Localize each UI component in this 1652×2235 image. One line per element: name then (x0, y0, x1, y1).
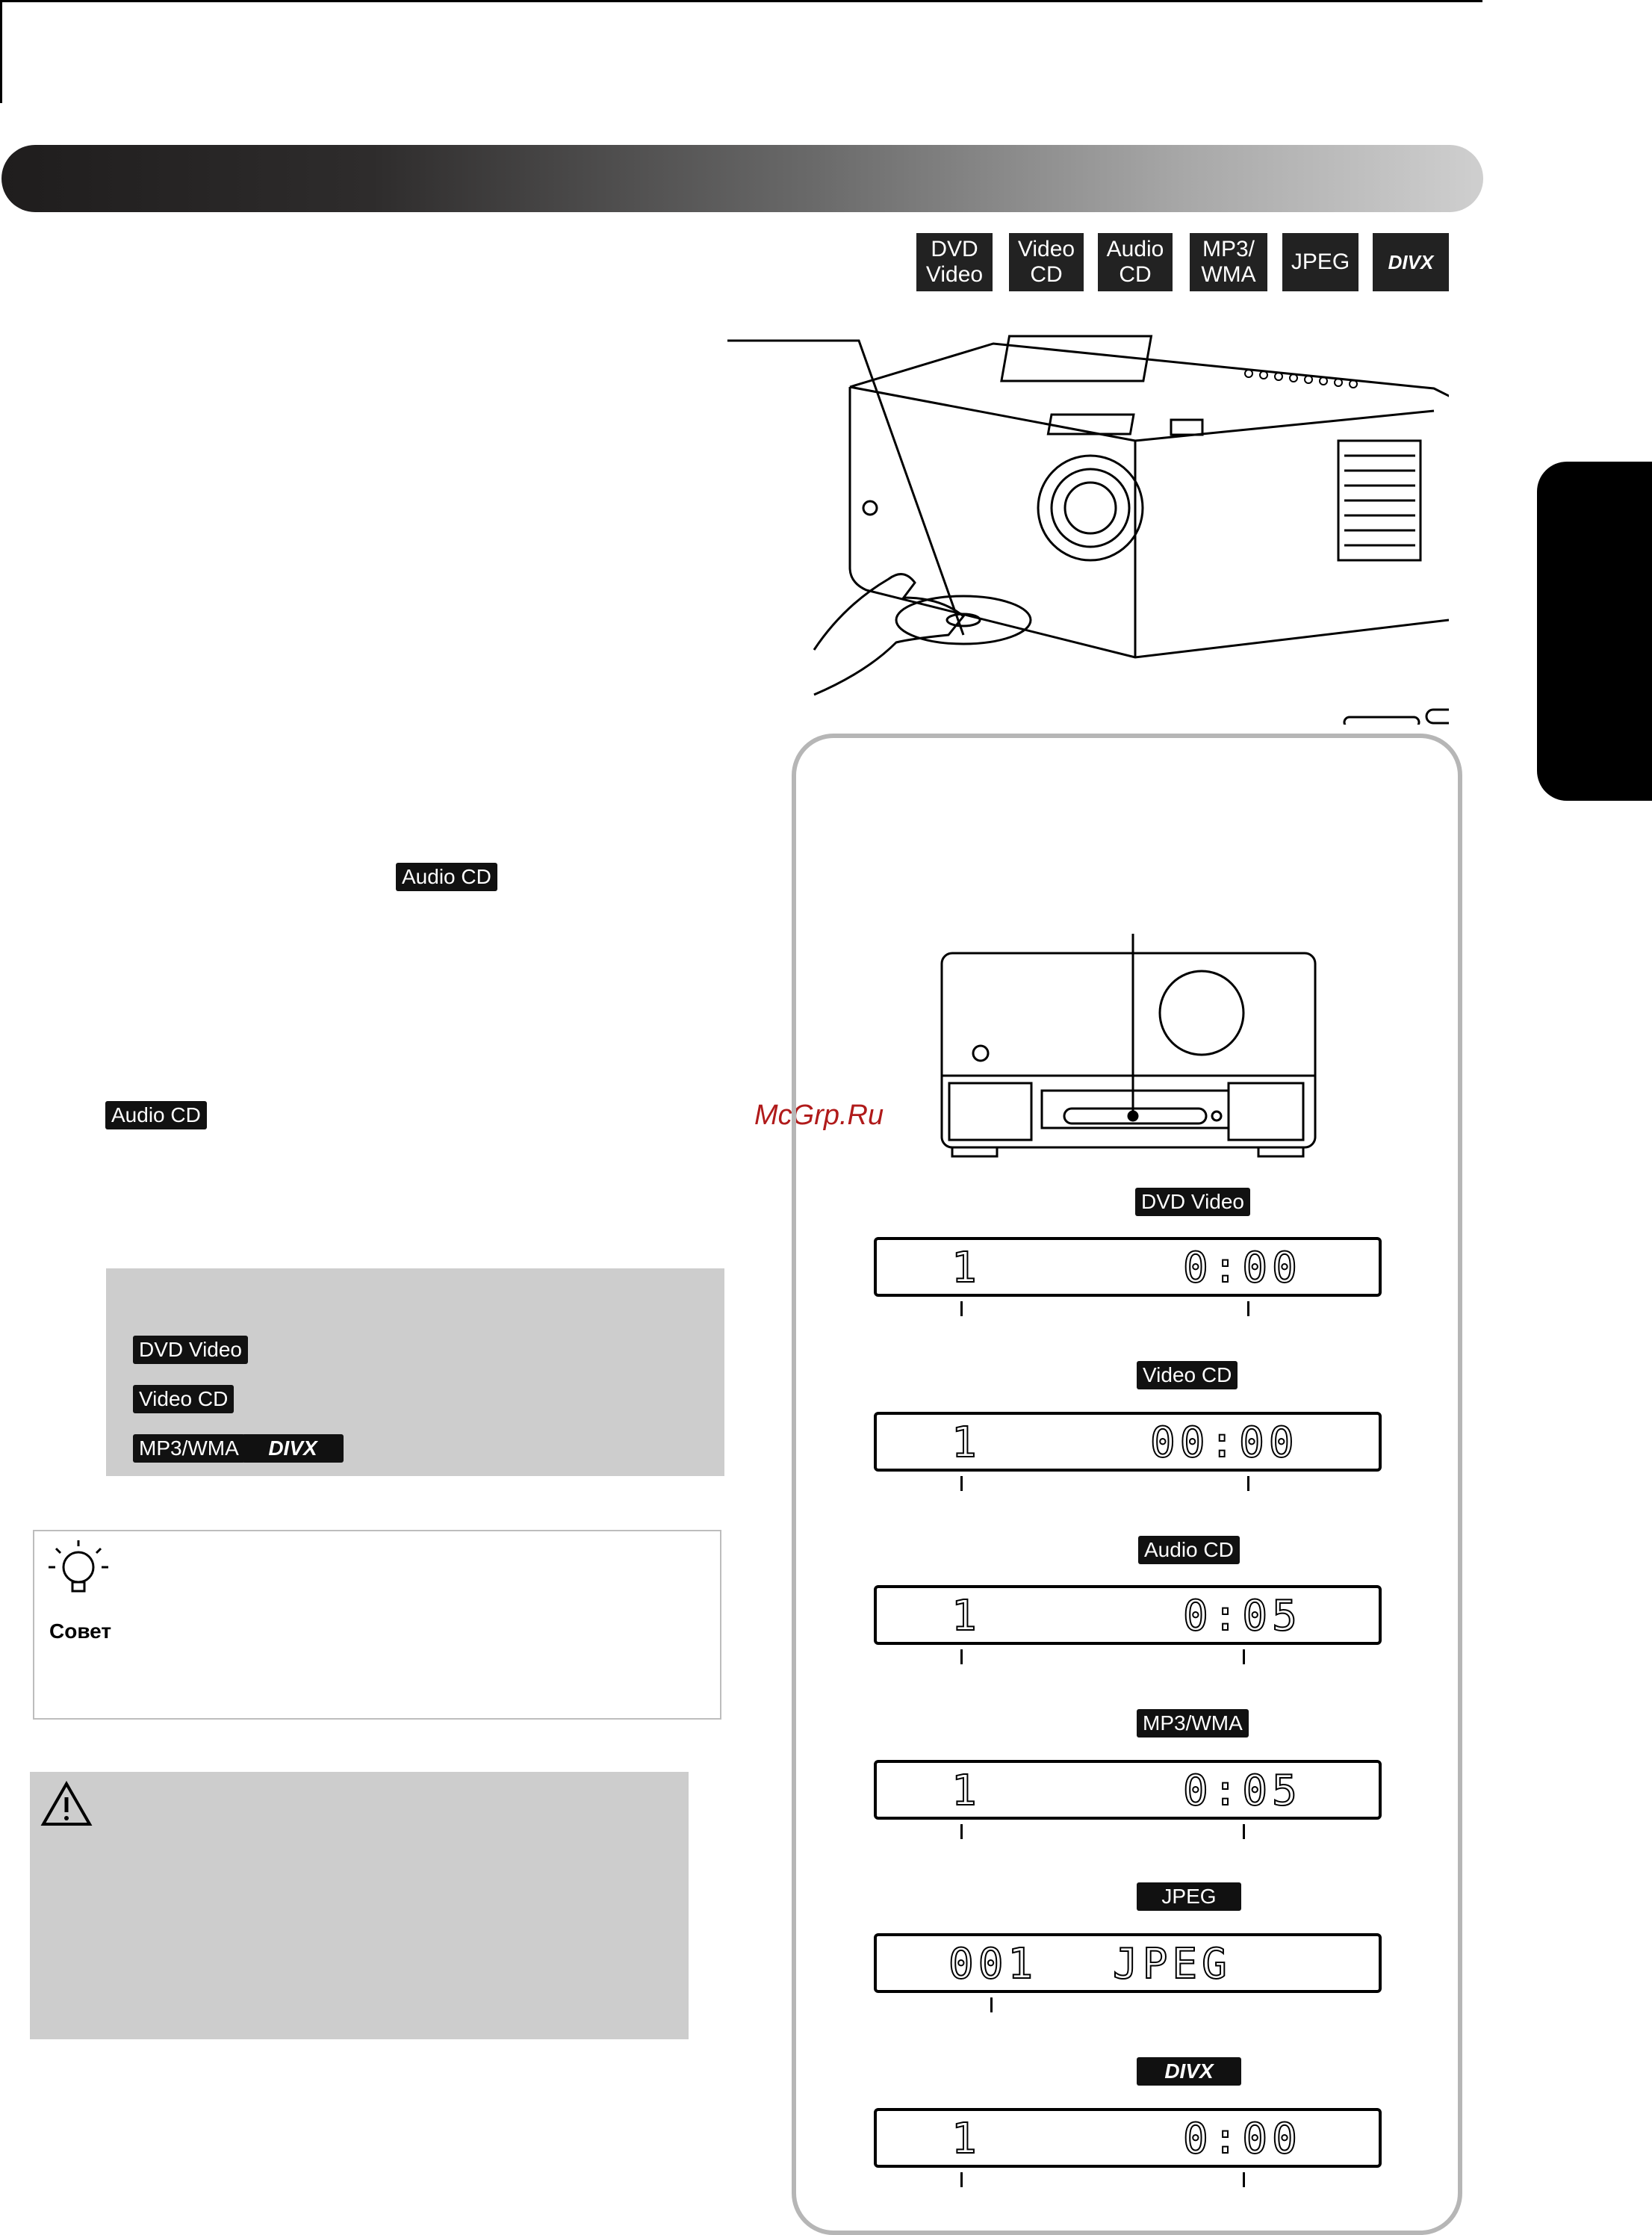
display-format-badge-audio-cd: Audio CD (1138, 1536, 1240, 1564)
lcd-title-number: 1 (951, 2115, 981, 2163)
projector-front-view-illustration (937, 934, 1326, 1158)
format-badge-dvd-video: DVD Video (916, 233, 993, 291)
chapter-side-tab (1537, 462, 1652, 801)
note-badge-video-cd: Video CD (133, 1385, 234, 1413)
lcd-tick (960, 1301, 963, 1316)
lcd-chapter-number: 1 (951, 1244, 981, 1292)
callout-line (727, 341, 963, 635)
display-format-badge-jpeg: JPEG (1137, 1882, 1241, 1911)
note-badge-mp3-wma: MP3/WMA (133, 1434, 245, 1463)
lcd-tick (1243, 1824, 1245, 1839)
lcd-display-audio-cd (874, 1585, 1382, 1645)
format-badge-audio-cd: Audio CD (1098, 233, 1173, 291)
lcd-tick (960, 1649, 963, 1664)
lcd-tick (960, 1476, 963, 1491)
lcd-tick (1243, 2172, 1245, 2187)
lcd-tick (960, 1824, 963, 1839)
lcd-tick (1243, 1649, 1245, 1664)
lcd-display-video-cd (874, 1412, 1382, 1472)
caution-box (30, 1772, 689, 2039)
lcd-tick (960, 2172, 963, 2187)
lcd-elapsed-time: 0:05 (1183, 1592, 1302, 1640)
lcd-file-number: 001 (948, 1940, 1038, 1988)
left-rule (0, 0, 2, 103)
inline-badge-audio-cd-2: Audio CD (105, 1101, 207, 1129)
projector-top-outline (850, 344, 1449, 725)
lcd-elapsed-time: 0:00 (1183, 2115, 1302, 2163)
tip-box (33, 1530, 721, 1720)
display-format-badge-dvd-video: DVD Video (1135, 1188, 1250, 1216)
lcd-display-divx (874, 2108, 1382, 2168)
projector-disc-insert-illustration (717, 321, 1449, 725)
format-badge-jpeg: JPEG (1282, 233, 1358, 291)
disc-shape (896, 596, 1031, 644)
lcd-display-jpeg (874, 1933, 1382, 1993)
warning-triangle-icon (40, 1781, 93, 1827)
lcd-elapsed-time: 00:00 (1150, 1419, 1299, 1467)
lcd-file-type: JPEG (1113, 1940, 1232, 1988)
format-badge-divx: DIVX (1373, 233, 1449, 291)
section-title-bar (1, 145, 1483, 212)
watermark: McGrp.Ru (754, 1100, 884, 1131)
top-rule (0, 0, 1482, 2)
lcd-track-number: 1 (951, 1767, 981, 1815)
display-format-badge-divx: DIVX (1137, 2057, 1241, 2086)
tip-label: Совет (49, 1619, 112, 1643)
lcd-track-number: 1 (951, 1419, 981, 1467)
lcd-track-number: 1 (951, 1592, 981, 1640)
display-format-badge-mp3-wma: MP3/WMA (1137, 1709, 1249, 1738)
note-badge-divx: DIVX (242, 1434, 344, 1463)
lightbulb-icon (45, 1537, 112, 1597)
lcd-tick (1247, 1301, 1249, 1316)
hand-outline (814, 574, 963, 695)
lcd-elapsed-time: 0:00 (1183, 1244, 1302, 1292)
inline-badge-audio-cd-1: Audio CD (396, 863, 497, 891)
lcd-display-dvd-video (874, 1237, 1382, 1297)
display-format-badge-video-cd: Video CD (1137, 1361, 1238, 1389)
format-note-box (106, 1268, 724, 1476)
lcd-tick (1247, 1476, 1249, 1491)
note-badge-dvd-video: DVD Video (133, 1336, 248, 1364)
format-badge-video-cd: Video CD (1009, 233, 1084, 291)
lcd-tick (990, 1997, 993, 2012)
format-badge-mp3-wma: MP3/ WMA (1190, 233, 1267, 291)
lcd-display-mp3-wma (874, 1760, 1382, 1820)
lcd-elapsed-time: 0:05 (1183, 1767, 1302, 1815)
